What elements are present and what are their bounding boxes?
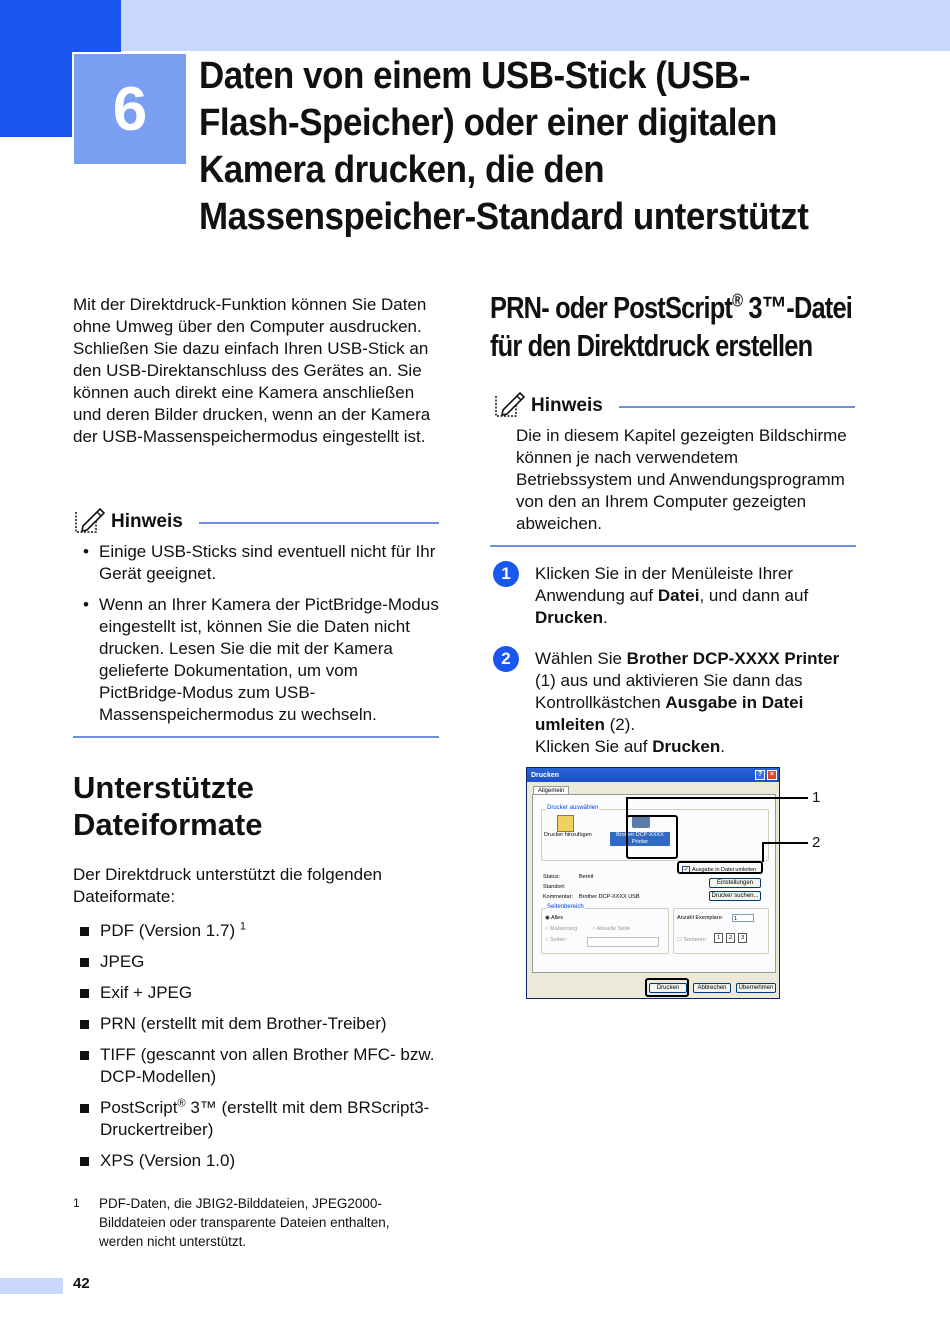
registered-mark: ® [732,290,743,311]
heading-text: PRN- oder PostScript [490,290,733,325]
page-number-stripe [0,1278,63,1294]
footnote-ref[interactable]: 1 [239,920,246,933]
note-pencil-icon [493,390,525,418]
heading-line: Dateiformate [73,807,263,842]
step-text-part: Wählen Sie [535,649,627,668]
range-selection-label: Markierung [549,926,578,932]
square-bullet-icon [80,1020,89,1029]
list-item [80,920,440,942]
formats-heading [73,769,439,843]
group-title: Drucker auswählen [547,805,599,811]
printer-status-block [543,872,640,902]
range-selection-option[interactable]: ○ Markierung [545,926,578,932]
find-printer-button[interactable]: Drucker suchen... [709,891,761,901]
chapter-title-line: Kamera drucken, die den [199,149,605,191]
format-text: XPS (Version 1.0) [100,1151,236,1170]
dialog-titlebar [527,768,779,782]
step-text [535,563,863,629]
list-item [83,594,439,726]
heading-text: 3™-Datei [742,290,853,325]
format-text: 3™ (erstellt mit dem BRScript3-Druckertreiber) [100,1098,430,1139]
copies-label: Anzahl Exemplare: [677,915,724,921]
format-text: PRN (erstellt mit dem Brother-Treiber) [100,1014,387,1033]
step-number-icon: 2 [493,646,519,672]
callout-marker-print-button [645,978,689,997]
menu-term: Ausgabe in Datei umleiten [535,693,804,734]
menu-term: Datei [657,586,700,605]
callout-line [626,797,628,817]
list-item [80,1044,440,1088]
note-pencil-icon [73,506,105,534]
heading-line: Unterstützte [73,770,254,805]
intro-paragraph: Mit der Direktdruck-Funktion können Sie Daten ohne Umweg über den Computer ausdrucken. Schließen Sie dazu einfach Ihren USB-Stick an den USB-Direktanschluss des Gerätes an. Sie können auch direkt eine Kamera anschließen und deren Bilder drucken, wenn an der Kamera der USB-Massenspeichermodus eingestellt ist. [73,295,431,446]
page-icon: 1 [714,933,723,943]
settings-button[interactable]: Einstellungen [709,878,761,888]
note-item-text: Wenn an Ihrer Kamera der PictBridge-Modus eingestellt ist, können Sie die Daten nicht drucken. Lesen Sie die mit der Kamera gelieferte Dokumentation, um vom PictBridge-Modus zum USB-Massenspeichermodus zu wechseln. [99,595,439,724]
square-bullet-icon [80,1104,89,1113]
note-end-rule [73,736,439,738]
printer-name-line: Printer [631,839,649,845]
tab-general[interactable]: Allgemein [533,786,569,795]
format-text: TIFF (gescannt von allen Brother MFC- bzw. DCP-Modellen) [100,1045,435,1086]
square-bullet-icon [80,1051,89,1060]
pages-input[interactable] [587,937,659,947]
status-value: Bereit [579,874,594,880]
step-1 [493,563,863,629]
page-range-group [541,904,669,954]
heading-line: für den Direktdruck erstellen [490,328,813,363]
step-text-part: (2). [604,715,636,734]
checkbox-checked-icon[interactable]: ✓ [683,867,689,873]
list-item [83,541,439,585]
close-icon[interactable]: × [767,770,777,780]
registered-mark: ® [177,1097,186,1110]
apply-button[interactable]: Übernehmen [736,983,776,993]
note-header [73,506,439,534]
print-dialog [526,767,780,999]
note-rule [199,522,439,524]
note-label: Hinweis [111,511,183,532]
page-icon: 2 [726,933,735,943]
print-button[interactable]: Drucken [649,983,687,993]
square-bullet-icon [80,989,89,998]
status-label: Status: [543,874,561,880]
note-list [83,541,439,735]
copies-group [673,908,769,954]
format-text: Exif + JPEG [100,983,193,1002]
collate-label: Sortieren [683,937,706,943]
list-item [80,1150,440,1172]
menu-term: Drucken [652,737,721,756]
note-item-text: Einige USB-Sticks sind eventuell nicht für Ihr Gerät geeignet. [99,542,436,583]
footnote-mark: 1 [73,1196,80,1210]
list-item [80,1013,440,1035]
bullet-icon: • [83,595,89,614]
callout-marker-print-to-file [677,861,763,874]
footnote: PDF-Daten, die JBIG2-Bilddateien, JPEG2000-Bilddateien oder transparente Dateien enthalten, werden nicht unterstützt. [99,1196,390,1249]
format-text: PDF (Version 1.7) [100,921,236,940]
formats-list [80,920,440,1181]
menu-term: Drucken [535,608,604,627]
range-pages-option[interactable]: ○ Seiten: [545,937,567,943]
add-printer-label[interactable]: Drucker hinzufügen [544,832,592,838]
step-text-part: , und dann auf [699,586,809,605]
format-text: JPEG [100,952,145,971]
page-number: 42 [73,1275,90,1292]
bullet-icon: • [83,542,89,561]
dialog-title: Drucken [531,771,560,779]
page-icon: 3 [738,933,747,943]
step-text-part: Klicken Sie in der Menüleiste Ihrer Anwendung auf [535,564,793,605]
square-bullet-icon [80,958,89,967]
collate-pages-icon [714,933,747,943]
callout-marker-printer [626,815,678,859]
add-printer-icon[interactable] [557,815,574,832]
prn-heading [490,289,853,365]
range-all-label: Alles [551,915,563,921]
help-icon[interactable]: ? [755,770,765,780]
formats-intro: Der Direktdruck unterstützt die folgenden Dateiformate: [73,865,382,906]
header-band-light [121,0,950,51]
list-item [80,951,440,973]
location-label: Standort: [543,884,566,890]
range-pages-label: Seiten: [549,937,567,943]
square-bullet-icon [80,1157,89,1166]
format-text: PostScript [100,1098,178,1117]
note-header [493,390,855,418]
chapter-number: 6 [72,52,188,166]
step-text-part: (1) aus und aktivieren Sie dann das Kontrollkästchen [535,671,803,712]
cancel-button[interactable]: Abbrechen [693,983,731,993]
chapter-title-line: Massenspeicher-Standard unterstützt [199,196,809,238]
range-current-label: Aktuelle Seite [596,926,631,932]
note-text: Die in diesem Kapitel gezeigten Bildschirme können je nach verwendetem Betriebssystem und Anwendungsprogramm von den an Ihrem Computer gezeigten abweichen. [516,426,847,533]
print-to-file-label[interactable]: Ausgabe in Datei umleiten [692,867,757,873]
step-text [535,648,863,758]
square-bullet-icon [80,927,89,936]
group-title: Seitenbereich [547,904,584,910]
comment-label: Kommentar: [543,894,573,900]
note-end-rule [490,545,856,547]
copies-input[interactable]: 1 [732,914,754,922]
callout-line [762,842,808,844]
menu-term: Brother DCP-XXXX Printer [626,649,840,668]
step-number-icon: 1 [493,561,519,587]
note-rule [619,406,855,408]
chapter-title-line: Flash-Speicher) oder einer digitalen [199,102,777,144]
printer-name-line: Brother DCP-XXXX [616,832,664,838]
callout-number: 1 [812,789,821,806]
chapter-title-line: Daten von einem USB-Stick (USB- [199,55,751,97]
callout-line [626,797,808,799]
comment-value: Brother DCP-XXXX USB [579,894,640,900]
step-text-part: . [720,737,725,756]
step-text-part: . [603,608,608,627]
collate-option[interactable]: ☐ Sortieren [677,937,706,943]
callout-number: 2 [812,834,821,851]
note-label: Hinweis [531,395,603,416]
step-text-part: Klicken Sie auf [535,737,653,756]
step-2 [493,648,863,758]
range-all-option[interactable]: ◉ Alles [545,915,563,921]
range-current-option[interactable]: ○ Aktuelle Seite [592,926,631,932]
list-item [80,1097,440,1141]
chapter-title [199,53,861,241]
list-item [80,982,440,1004]
callout-line [762,842,764,862]
